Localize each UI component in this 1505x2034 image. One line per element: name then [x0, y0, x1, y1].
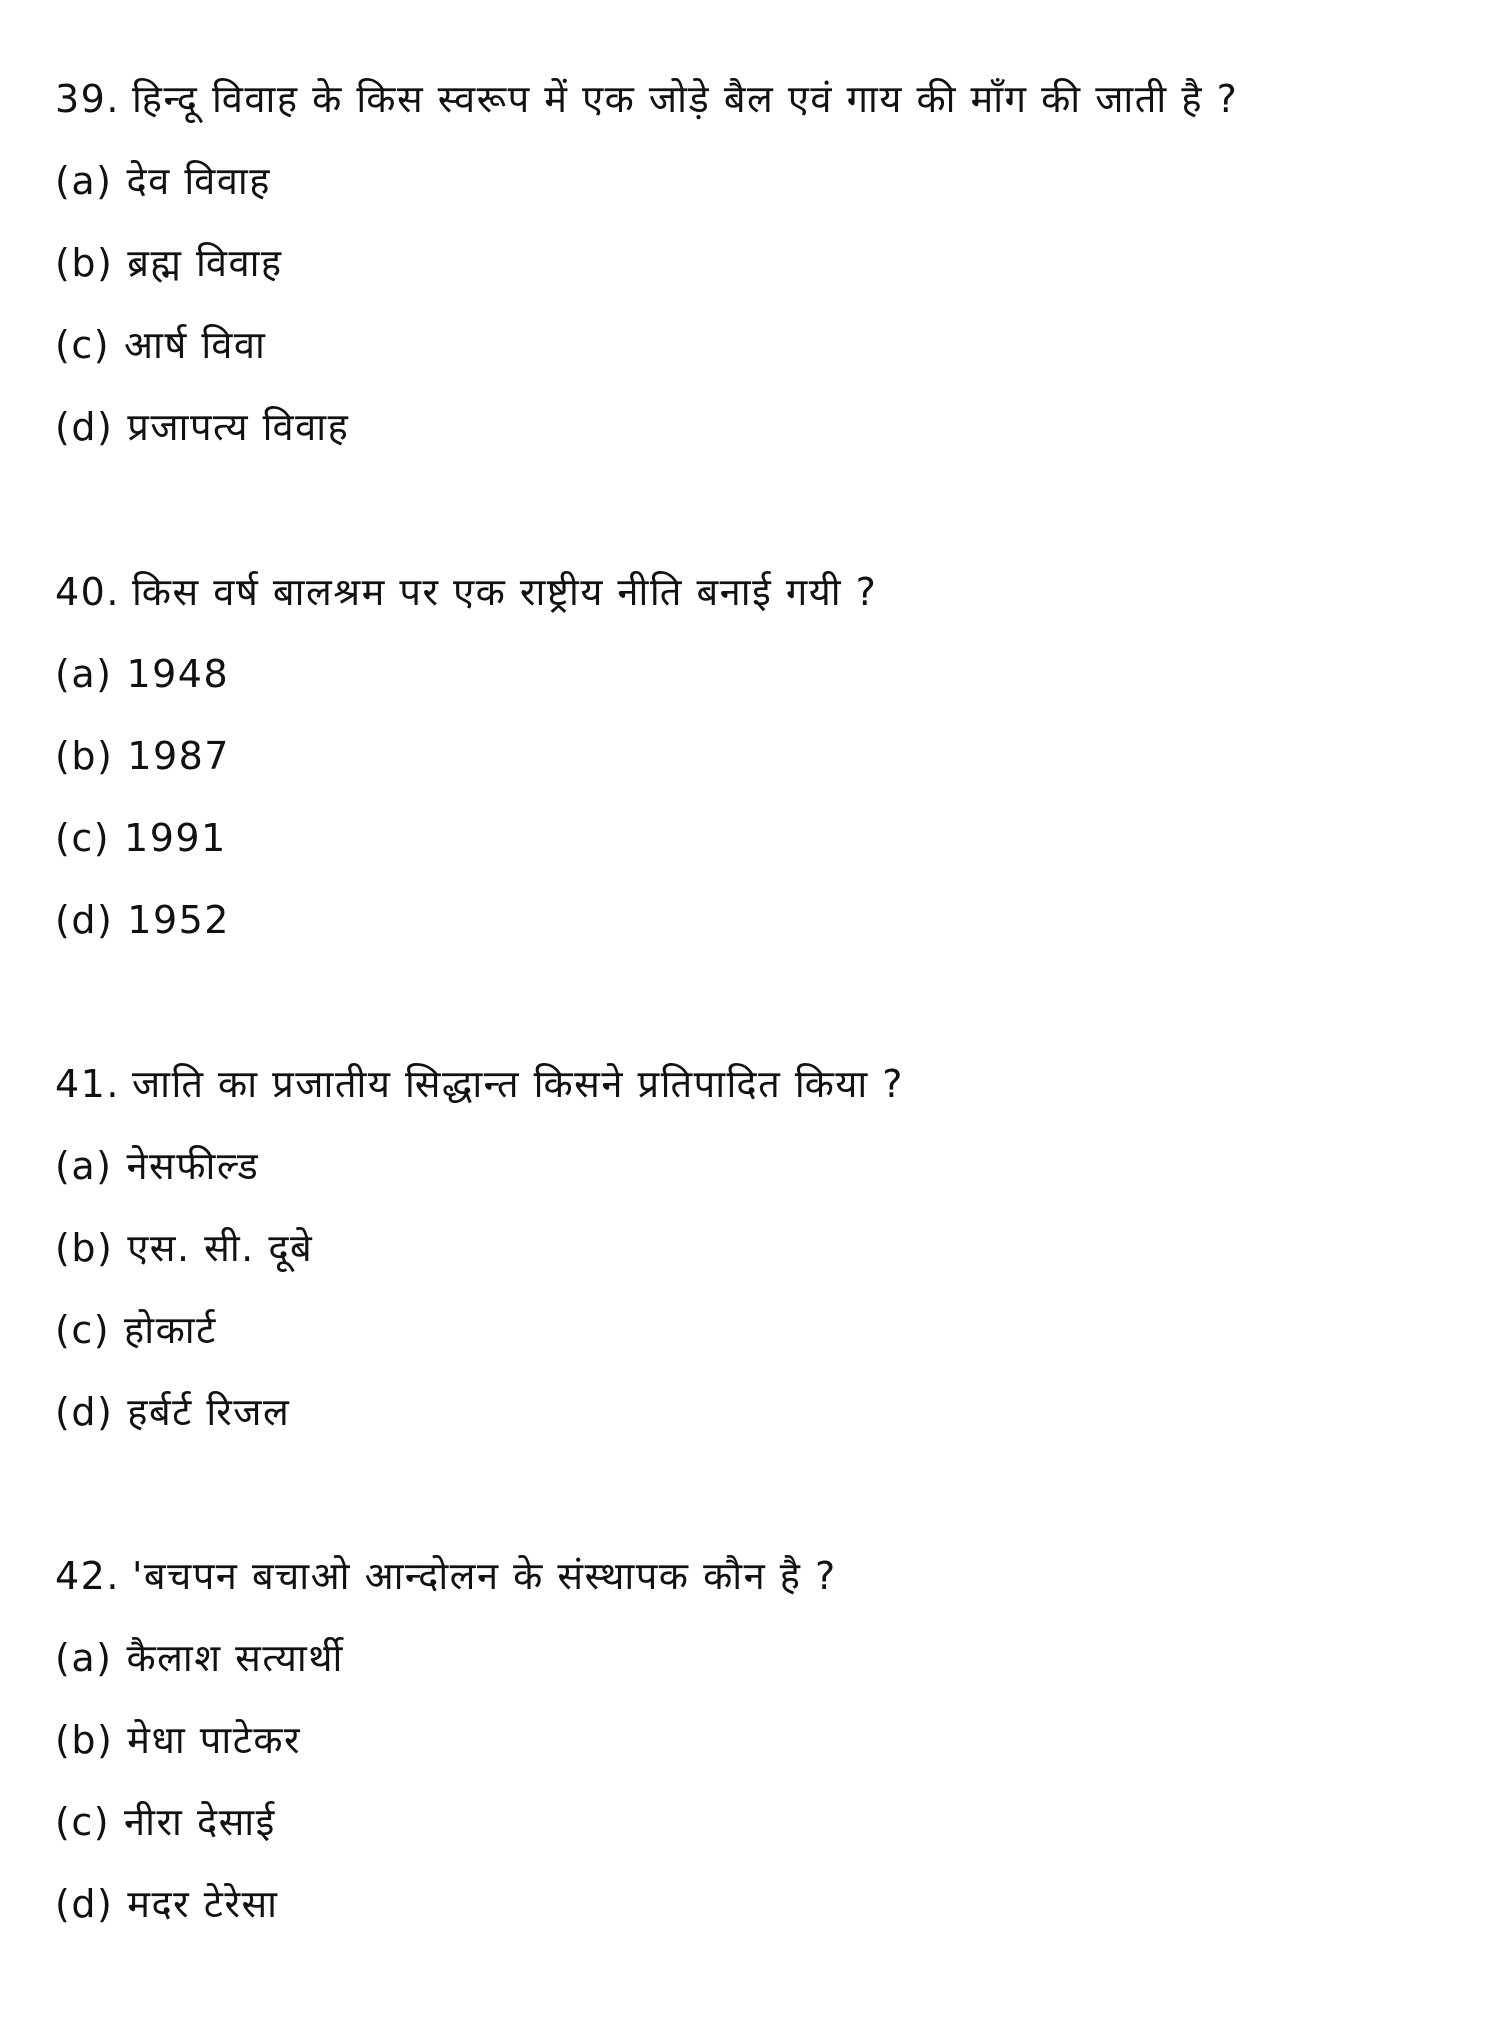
option-d[interactable]: [55, 897, 1475, 943]
option-text: 1952: [127, 898, 230, 942]
option-label: (d): [55, 1390, 114, 1434]
option-b[interactable]: [55, 1225, 1475, 1271]
option-d[interactable]: [55, 404, 1475, 450]
question-42: [55, 1553, 1475, 1927]
option-label: (c): [55, 323, 111, 367]
option-text: 1987: [127, 734, 230, 778]
question-39: [55, 76, 1475, 450]
option-label: (c): [55, 1308, 111, 1352]
question-text: हिन्दू विवाह के किस स्वरूप में एक जोड़े बैल एवं गाय की माँग की जाती है ?: [131, 77, 1239, 121]
option-text: देव विवाह: [126, 159, 271, 203]
option-c[interactable]: [55, 322, 1475, 368]
option-text: हर्बर्ट रिजल: [127, 1390, 291, 1434]
option-text: कैलाश सत्यार्थी: [126, 1636, 344, 1680]
question-text-line: [55, 1553, 1475, 1599]
option-text: नेसफील्ड: [126, 1144, 260, 1188]
question-text: जाति का प्रजातीय सिद्धान्त किसने प्रतिपादित किया ?: [131, 1062, 904, 1106]
option-c[interactable]: [55, 815, 1475, 861]
option-c[interactable]: [55, 1799, 1475, 1845]
option-text: नीरा देसाई: [124, 1800, 276, 1844]
option-label: (d): [55, 1882, 114, 1926]
option-label: (a): [55, 652, 113, 696]
option-text: 1948: [126, 652, 230, 696]
option-b[interactable]: [55, 733, 1475, 779]
question-41: [55, 1061, 1475, 1435]
option-label: (b): [55, 241, 114, 285]
question-text-line: [55, 569, 1475, 615]
option-label: (b): [55, 1226, 114, 1270]
option-b[interactable]: [55, 1717, 1475, 1763]
question-text: 'बचपन बचाओ आन्दोलन के संस्थापक कौन है ?: [131, 1554, 837, 1598]
option-a[interactable]: [55, 1635, 1475, 1681]
question-text: किस वर्ष बालश्रम पर एक राष्ट्रीय नीति बनाई गयी ?: [131, 570, 878, 614]
option-label: (a): [55, 1636, 113, 1680]
option-label: (a): [55, 1144, 113, 1188]
option-label: (b): [55, 734, 114, 778]
option-label: (d): [55, 898, 114, 942]
option-text: 1991: [124, 816, 227, 860]
option-b[interactable]: [55, 240, 1475, 286]
option-text: होकार्ट: [124, 1308, 217, 1352]
question-text-line: [55, 76, 1475, 122]
option-text: एस. सी. दूबे: [127, 1226, 314, 1270]
question-text-line: [55, 1061, 1475, 1107]
option-label: (c): [55, 1800, 111, 1844]
question-number: 41.: [55, 1062, 120, 1106]
option-d[interactable]: [55, 1881, 1475, 1927]
option-c[interactable]: [55, 1307, 1475, 1353]
question-40: [55, 569, 1475, 943]
option-label: (b): [55, 1718, 114, 1762]
option-label: (d): [55, 405, 114, 449]
option-a[interactable]: [55, 158, 1475, 204]
option-text: आर्ष विवा: [124, 323, 267, 367]
question-number: 40.: [55, 570, 120, 614]
option-label: (a): [55, 159, 113, 203]
option-text: मदर टेरेसा: [127, 1882, 279, 1926]
option-text: मेधा पाटेकर: [127, 1718, 302, 1762]
question-number: 42.: [55, 1554, 120, 1598]
question-number: 39.: [55, 77, 120, 121]
option-label: (c): [55, 816, 111, 860]
option-text: ब्रह्म विवाह: [127, 241, 283, 285]
option-a[interactable]: [55, 651, 1475, 697]
option-a[interactable]: [55, 1143, 1475, 1189]
option-d[interactable]: [55, 1389, 1475, 1435]
option-text: प्रजापत्य विवाह: [127, 405, 350, 449]
